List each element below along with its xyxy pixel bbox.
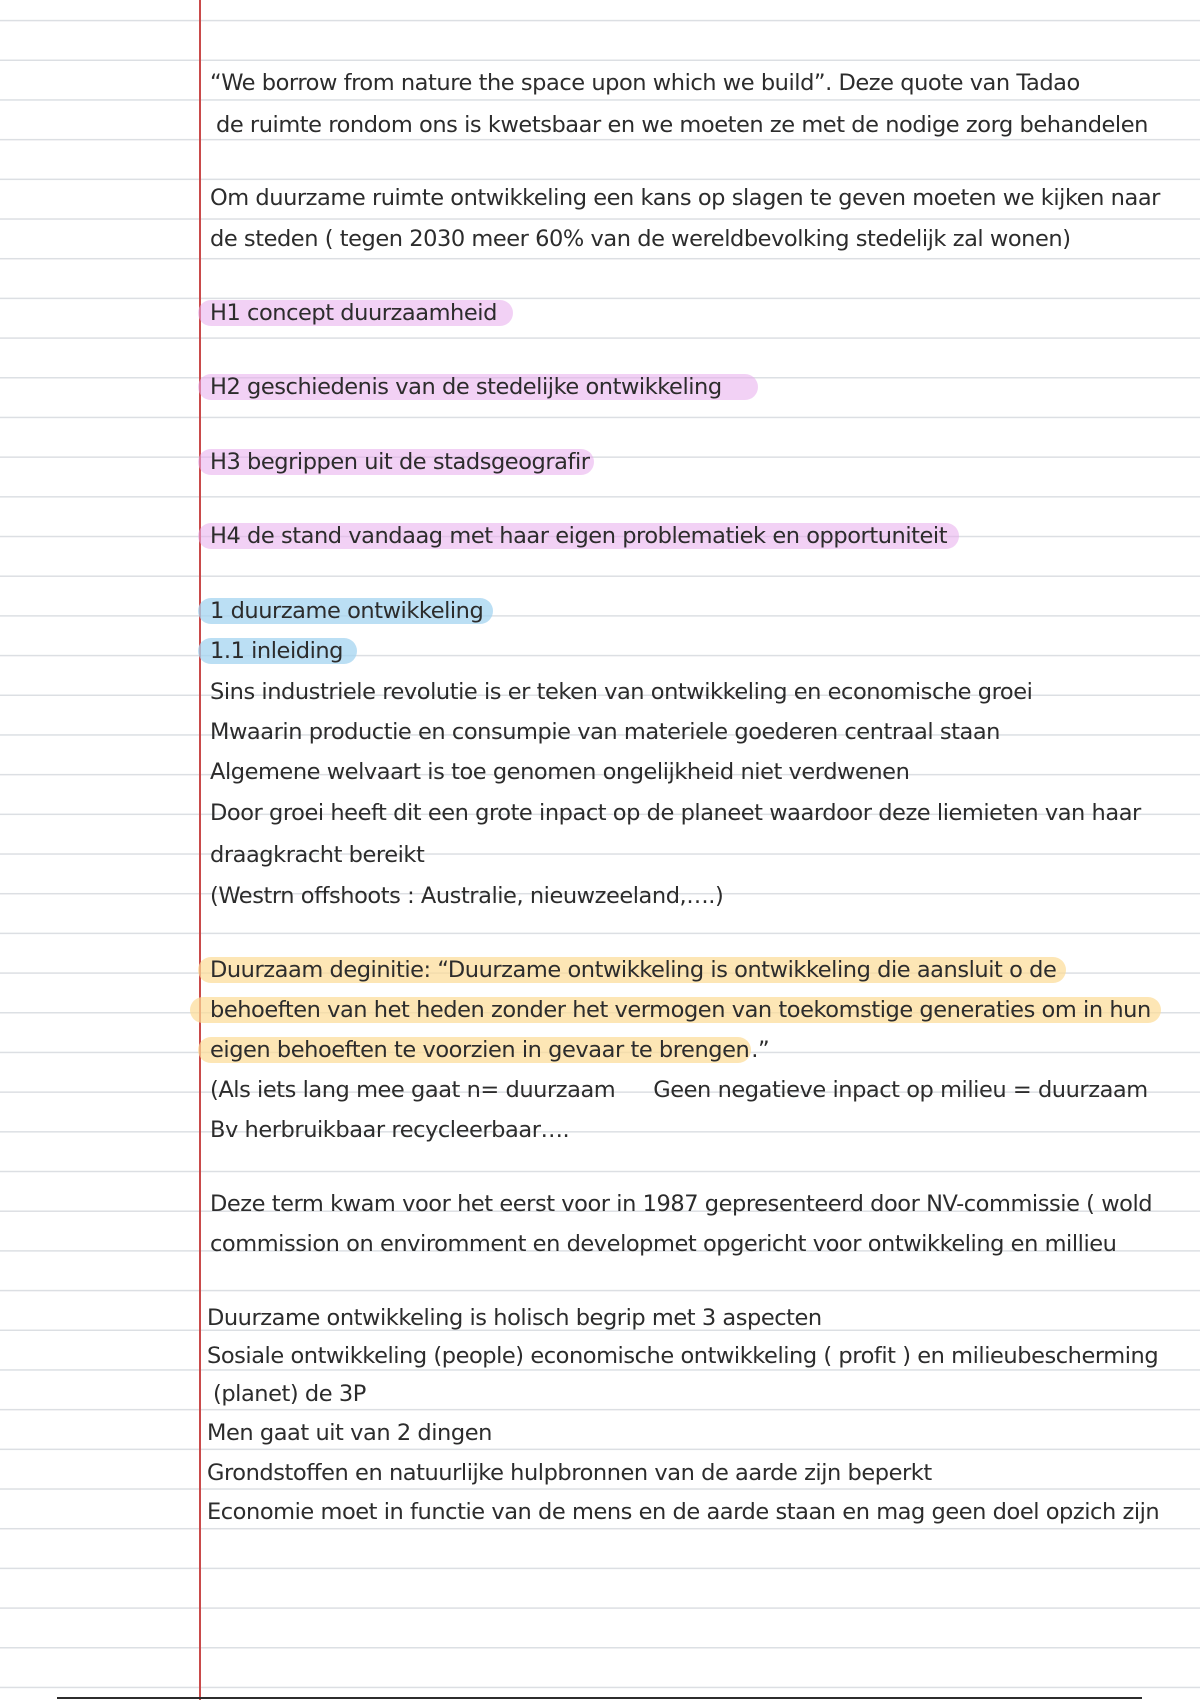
definition-note-left: (Als iets lang mee gaat n= duurzaam <box>210 1077 616 1103</box>
section-title <box>210 596 493 626</box>
quote-line: “We borrow from nature the space upon which we build”. Deze quote van Tadao <box>210 70 1080 96</box>
definition-example: Bv herbruikbaar recycleerbaar…. <box>210 1117 570 1143</box>
chapter-h1 <box>210 298 513 328</box>
cities-line-2: de steden ( tegen 2030 meer 60% van de wereldbevolking stedelijk zal wonen) <box>210 226 1071 252</box>
quote-followup: de ruimte rondom ons is kwetsbaar en we moeten ze met de nodige zorg behandelen <box>216 112 1148 138</box>
section-subtitle-label: 1.1 inleiding <box>198 638 357 664</box>
chapter-h4-label: H4 de stand vandaag met haar eigen problematiek en opportuniteit <box>198 523 959 549</box>
aspects-line-5: Grondstoffen en natuurlijke hulpbronnen van de aarde zijn beperkt <box>207 1460 932 1486</box>
chapter-h3 <box>210 447 594 477</box>
section-title-label: 1 duurzame ontwikkeling <box>198 598 493 624</box>
margin-line <box>199 0 201 1700</box>
inleiding-line-2: Mwaarin productie en consumpie van materiele goederen centraal staan <box>210 719 1000 745</box>
definition-line-1 <box>210 955 1066 985</box>
term-line-2: commission on enviromment en developmet opgericht voor ontwikkeling en millieu <box>210 1231 1117 1257</box>
aspects-line-1: Duurzame ontwikkeling is holisch begrip met 3 aspecten <box>207 1305 822 1331</box>
inleiding-line-6: (Westrn offshoots : Australie, nieuwzeeland,….) <box>210 883 724 909</box>
inleiding-line-5: draagkracht bereikt <box>210 842 425 868</box>
chapter-h3-label: H3 begrippen uit de stadsgeografir <box>198 449 594 475</box>
bottom-rule <box>57 1697 1142 1699</box>
chapter-h2-label: H2 geschiedenis van de stedelijke ontwikkeling <box>198 374 758 400</box>
definition-note <box>210 1075 1148 1105</box>
term-line-1: Deze term kwam voor het eerst voor in 1987 gepresenteerd door NV-commissie ( wold <box>210 1191 1153 1217</box>
chapter-h1-label: H1 concept duurzaamheid <box>198 300 513 326</box>
aspects-line-6: Economie moet in functie van de mens en de aarde staan en mag geen doel opzich zijn <box>207 1499 1160 1525</box>
aspects-line-4: Men gaat uit van 2 dingen <box>207 1420 492 1446</box>
definition-line-1-text: Duurzaam deginitie: “Duurzame ontwikkeling is ontwikkeling die aansluit o de <box>198 957 1066 983</box>
inleiding-line-4: Door groei heeft dit een grote inpact op de planeet waardoor deze liemieten van haar <box>210 800 1141 826</box>
chapter-h4 <box>210 521 959 551</box>
definition-line-3-highlight: eigen behoeften te voorzien in gevaar te brengen <box>198 1037 751 1063</box>
cities-line-1: Om duurzame ruimte ontwikkeling een kans op slagen te geven moeten we kijken naar <box>210 185 1160 211</box>
definition-note-right: Geen negatieve inpact op milieu = duurzaam <box>653 1077 1148 1103</box>
inleiding-line-3: Algemene welvaart is toe genomen ongelijkheid niet verdwenen <box>210 759 910 785</box>
definition-line-2-text: behoeften van het heden zonder het vermogen van toekomstige generaties om in hun <box>190 997 1161 1023</box>
inleiding-line-1: Sins industriele revolutie is er teken van ontwikkeling en economische groei <box>210 679 1033 705</box>
section-subtitle <box>210 636 357 666</box>
definition-line-3-end: .” <box>751 1037 770 1063</box>
aspects-line-3: (planet) de 3P <box>213 1381 366 1407</box>
chapter-h2 <box>210 372 758 402</box>
definition-line-2 <box>210 995 1161 1025</box>
definition-line-3 <box>210 1035 769 1065</box>
aspects-line-2: Sosiale ontwikkeling (people) economische ontwikkeling ( profit ) en milieubescherming <box>207 1343 1159 1369</box>
